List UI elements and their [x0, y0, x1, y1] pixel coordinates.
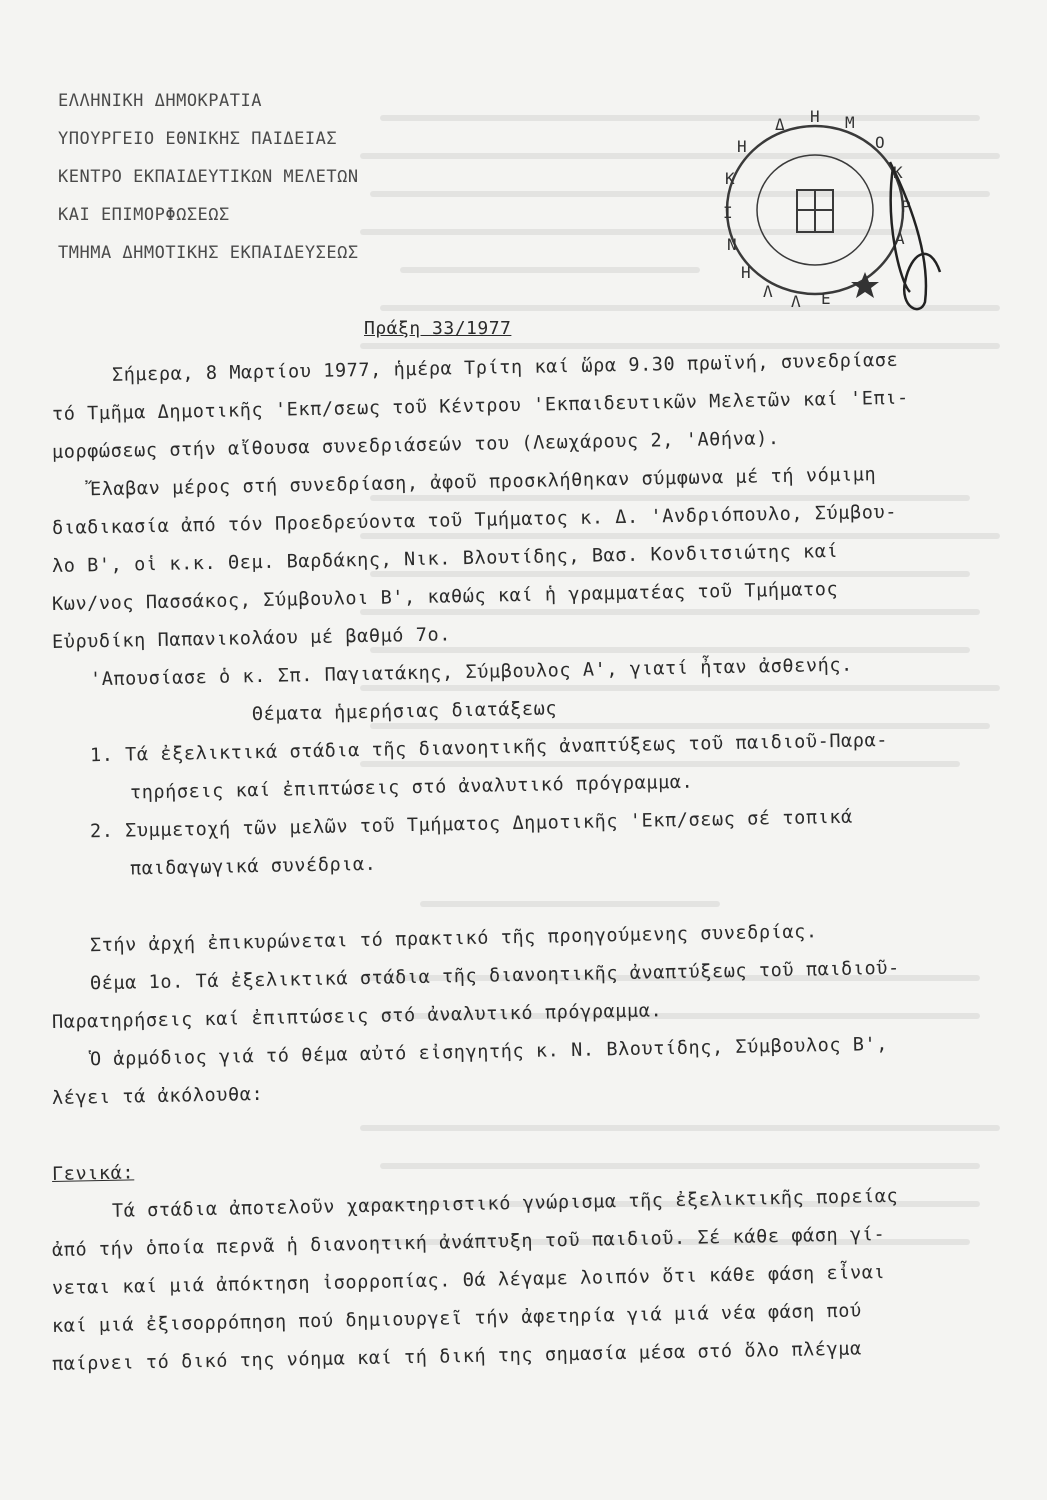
svg-text:Δ: Δ — [775, 115, 785, 134]
paragraph-line: Σήμερα, 8 Μαρτίου 1977, ἡμέρα Τρίτη καί ὥρα 9.30 πρωϊνή, συνεδρίασε — [111, 349, 899, 386]
svg-text:Λ: Λ — [763, 282, 773, 301]
svg-text:Ο: Ο — [875, 133, 885, 152]
svg-text:Κ: Κ — [725, 169, 735, 188]
absence-line: 'Απουσίασε ὁ κ. Σπ. Παγιατάκης, Σύμβουλος Α', γιατί ἦταν ἀσθενής. — [89, 654, 854, 691]
topic-line: Θέμα 1ο. Τά ἐξελικτικά στάδια τῆς διανοητικῆς ἀναπτύξεως τοῦ παιδιοῦ- — [89, 957, 900, 995]
svg-text:Ι: Ι — [723, 203, 733, 222]
general-paragraph-line: ἀπό τήν ὁποία περνᾶ ἡ διανοητική ἀνάπτυξη τοῦ παιδιοῦ. Σέ κάθε φάση γί- — [51, 1224, 886, 1261]
minutes-body — [51, 349, 1032, 1384]
letterhead-line: ΚΑΙ ΕΠΙΜΟΡΦΩΣΕΩΣ — [58, 205, 230, 225]
agenda-item-continuation: παιδαγωγικά συνέδρια. — [129, 853, 377, 880]
svg-text:Ρ: Ρ — [901, 197, 911, 216]
letterhead-line: ΚΕΝΤΡΟ ΕΚΠΑΙΔΕΥΤΙΚΩΝ ΜΕΛΕΤΩΝ — [58, 167, 359, 187]
svg-text:Α: Α — [895, 229, 905, 248]
paragraph-line: λο Β', οἱ κ.κ. Θεμ. Βαρδάκης, Νικ. Βλουτίδης, Βασ. Κονδιτσιώτης καί — [51, 540, 839, 577]
svg-text:Λ: Λ — [791, 292, 801, 311]
agenda-item-continuation: τηρήσεις καί ἐπιπτώσεις στό ἀναλυτικό πρόγραμμα. — [129, 771, 694, 804]
letterhead-line: ΤΜΗΜΑ ΔΗΜΟΤΙΚΗΣ ΕΚΠΑΙΔΕΥΣΕΩΣ — [58, 243, 359, 263]
svg-text:Ν: Ν — [727, 235, 737, 254]
paragraph-line: τό Τμῆμα Δημοτικῆς 'Εκπ/σεως τοῦ Κέντρου 'Εκπαιδευτικῶν Μελετῶν καί 'Επι- — [51, 387, 909, 425]
svg-text:Ε: Ε — [821, 289, 831, 308]
letterhead-line: ΕΛΛΗΝΙΚΗ ΔΗΜΟΚΡΑΤΙΑ — [58, 91, 262, 111]
general-paragraph-line: Τά στάδια ἀποτελοῦν χαρακτηριστικό γνώρισμα τῆς ἐξελικτικῆς πορείας — [111, 1185, 899, 1222]
agenda-item: 2. Συμμετοχή τῶν μελῶν τοῦ Τμήματος Δημοτικῆς 'Εκπ/σεως σέ τοπικά — [89, 806, 854, 843]
paragraph-line: Εὐρυδίκη Παπανικολάου μέ βαθμό 7ο. — [51, 624, 452, 653]
general-paragraph-line: καί μιά ἐξισορρόπηση πού δημιουργεῖ τήν ἀφετηρία γιά μιά νέα φάση πού — [51, 1300, 862, 1337]
paragraph-line: Ἔλαβαν μέρος στή συνεδρίαση, ἀφοῦ προσκλήθηκαν σύμφωνα μέ τή νόμιμη — [89, 464, 877, 501]
agenda-title: Θέματα ἡμερήσιας διατάξεως — [251, 698, 558, 726]
ratification-line: Στήν ἀρχή ἐπικυρώνεται τό πρακτικό τῆς προηγούμενης συνεδρίας. — [89, 921, 818, 957]
svg-text:Η: Η — [737, 137, 747, 156]
act-title: Πράξη 33/1977 — [364, 318, 512, 339]
rapporteur-line: λέγει τά ἀκόλουθα: — [51, 1083, 264, 1109]
svg-text:Μ: Μ — [845, 113, 855, 132]
section-heading: Γενικά: — [51, 1162, 135, 1185]
letterhead-line: ΥΠΟΥΡΓΕΙΟ ΕΘΝΙΚΗΣ ΠΑΙΔΕΙΑΣ — [58, 129, 338, 149]
paragraph-line: διαδικασία ἀπό τόν Προεδρεύοντα τοῦ Τμήματος κ. Δ. 'Ανδριόπουλο, Σύμβου- — [51, 501, 898, 539]
svg-text:Η: Η — [810, 107, 820, 126]
official-seal-stamp — [715, 92, 945, 322]
paragraph-line: μορφώσεως στήν αἴθουσα συνεδριάσεών του (Λεωχάρους 2, 'Αθήνα). — [51, 428, 780, 463]
svg-text:Η: Η — [741, 263, 751, 282]
general-paragraph-line: νεται καί μιά ἀπόκτηση ἰσορροπίας. Θά λέγαμε λοιπόν ὅτι κάθε φάση εἶναι — [51, 1262, 886, 1299]
general-paragraph-line: παίρνει τό δικό της νόημα καί τή δική της σημασία μέσα στό ὅλο πλέγμα — [51, 1338, 862, 1375]
topic-line: Παρατηρήσεις καί ἐπιπτώσεις στό ἀναλυτικό πρόγραμμα. — [51, 1000, 663, 1033]
rapporteur-line: Ὁ ἁρμόδιος γιά τό θέμα αὐτό εἰσηγητής κ. Ν. Βλουτίδης, Σύμβουλος Β', — [89, 1033, 889, 1071]
paragraph-line: Κων/νος Πασσάκος, Σύμβουλοι Β', καθώς καί ἡ γραμματέας τοῦ Τμήματος — [51, 578, 839, 615]
svg-text:Κ: Κ — [893, 163, 903, 182]
agenda-item: 1. Τά ἐξελικτικά στάδια τῆς διανοητικῆς ἀναπτύξεως τοῦ παιδιοῦ-Παρα- — [89, 729, 889, 767]
letterhead — [58, 82, 359, 272]
